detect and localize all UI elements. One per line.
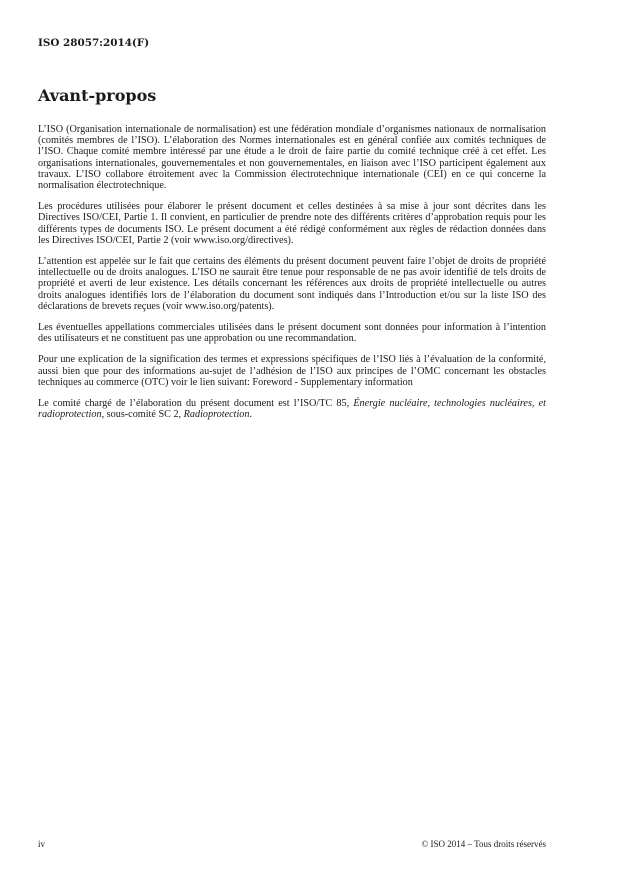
committee-tc-title: Énergie nucléaire, technologies nucléaires, et radioprotection [38, 398, 546, 421]
foreword-body [38, 124, 546, 430]
committee-suffix: . [249, 409, 253, 421]
paragraph-conformity: Pour une explication de la signification des termes et expressions spécifiques de l’ISO liés à l’évaluation de la conformité, aussi bien que pour des informations au-sujet de l’adhésion de l’ISO aux principes de l’OMC concernant les obstacles techniques au commerce (OTC) voir le lien suivant: Foreword - Supplementary information [38, 354, 546, 388]
committee-prefix: Le comité chargé de l’élaboration du présent document est l’ISO/TC 85, [38, 398, 354, 410]
paragraph-trade-names: Les éventuelles appellations commerciales utilisées dans le présent document sont données pour information à l’intention des utilisateurs et ne constituent pas une approbation ou une recommandation. [38, 322, 546, 345]
paragraph-committee [38, 398, 546, 420]
committee-middle: , sous-comité SC 2, [101, 409, 184, 421]
paragraph-patents: L’attention est appelée sur le fait que certains des éléments du présent document peuvent faire l’objet de droits de propriété intellectuelle ou de droits analogues. L’ISO ne saurait être tenue pour responsable de ne pas avoir identifié de tels droits de propriété et averti de leur existence. Les détails concernant les références aux droits de propriété intellectuelle ou autres droits analogues identifiés lors de l’élaboration du document sont indiqués dans l’Introduction et/ou sur la liste ISO des déclarations de brevets reçues (voir www.iso.org/patents). [38, 256, 546, 312]
page-title: Avant-propos [38, 86, 157, 105]
paragraph-procedures: Les procédures utilisées pour élaborer le présent document et celles destinées à sa mise à jour sont décrites dans les Directives ISO/CEI, Partie 1. Il convient, en particulier de prendre note des différents critères d’approbation requis pour les différents types de documents ISO. Le présent document a été rédigé conformément aux règles de rédaction données dans les Directives ISO/CEI, Partie 2 (voir www.iso.org/directives). [38, 201, 546, 246]
paragraph-iso-intro: L’ISO (Organisation internationale de normalisation) est une fédération mondiale d’organismes nationaux de normalisation (comités membres de l’ISO). L’élaboration des Normes internationales est en général confiée aux comités techniques de l’ISO. Chaque comité membre intéressé par une étude a le droit de faire partie du comité technique créé à cet effet. Les organisations internationales, gouvernementales et non gouvernementales, en liaison avec l’ISO participent également aux travaux. L’ISO collabore étroitement avec la Commission électrotechnique internationale (CEI) en ce qui concerne la normalisation électrotechnique. [38, 124, 546, 192]
copyright-notice: © ISO 2014 – Tous droits réservés [421, 839, 546, 849]
page-number: iv [38, 839, 46, 849]
committee-sc-title: Radioprotection [183, 409, 250, 421]
document-id: ISO 28057:2014(F) [38, 37, 150, 49]
